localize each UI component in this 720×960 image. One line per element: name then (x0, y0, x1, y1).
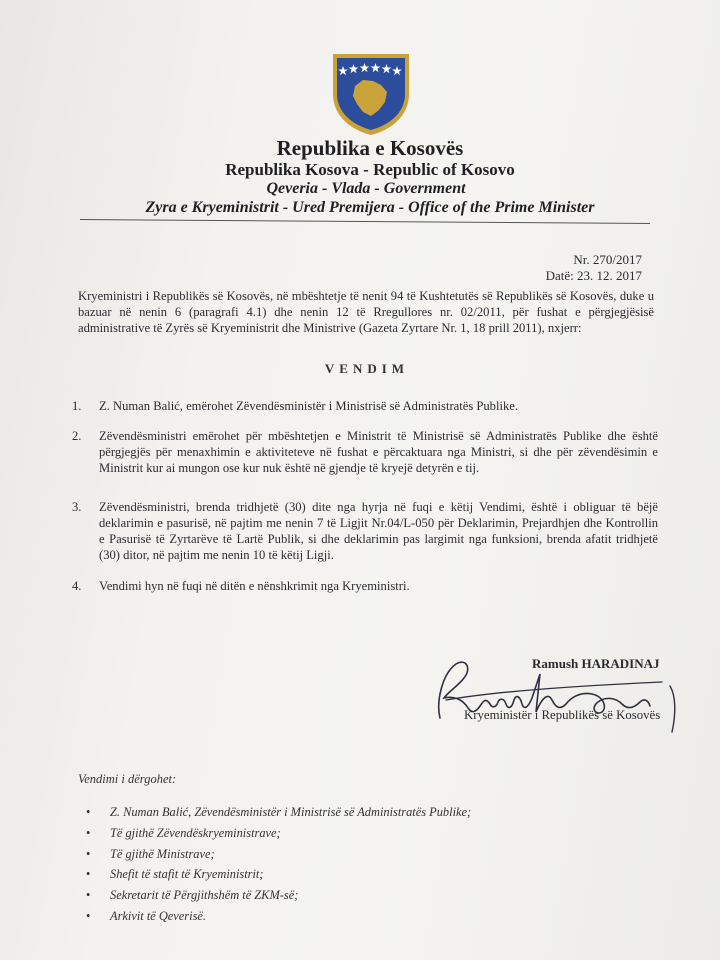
distribution-title: Vendimi i dërgohet: (78, 772, 177, 786)
decision-item (72, 428, 658, 476)
item-text: Z. Numan Balić, emërohet Zëvendësministër i Ministrisë së Administratës Publike. (99, 399, 519, 413)
header-divider (80, 219, 650, 224)
decision-item (72, 578, 658, 594)
list-item: • Z. Numan Balić, Zëvendësministër i Ministrisë së Administratës Publike; (86, 805, 471, 826)
header-country-multilingual: Republika Kosova - Republic of Kosovo (225, 160, 515, 179)
item-text: Zëvendësministri, brenda tridhjetë (30) dite nga hyrja në fuqi e këtij Vendimi, është i obliguar të bëjë deklarimin e pasurisë, në pajtim me nenin 7 të Ligjit Nr.04/L-050 për Deklarimin, Prejardhjen dhe Kontrollin e Pasurisë të Zyrtarëve të Lartë Publik, si dhe deklarimin pas largimit nga funksioni, brenda afatit tridhjetë (30) ditor, në pajtim me nenin 10 të këtij Ligji. (99, 500, 658, 562)
list-item: • Arkivit të Qeverisë. (86, 909, 471, 930)
kosovo-coat-of-arms-icon (329, 50, 413, 136)
signatory-name: Ramush HARADINAJ (532, 656, 660, 671)
document-number: Nr. 270/2017 (573, 252, 642, 267)
item-number: 2. (72, 429, 82, 443)
document-date: Datë: 23. 12. 2017 (545, 268, 642, 283)
distribution-list (86, 805, 471, 930)
item-text: Zëvendësministri emërohet për mbështetjen e Ministrit të Ministrisë së Administratës Publike dhe është përgjegjës për menaxhimin e aktiviteteve në fushat e përcaktuara nga Ministri, si dhe për zëvendësimin e Ministrit kur ai mungon ose kur nuk është në gjendje të kryejë detyrën e tij. (99, 429, 658, 475)
item-number: 1. (72, 399, 82, 413)
item-number: 3. (72, 500, 82, 514)
header-government: Qeveria - Vlada - Government (266, 180, 466, 197)
list-item: • Të gjithë Zëvendëskryeministrave; (86, 826, 471, 847)
item-number: 4. (72, 579, 82, 593)
decision-title: VENDIM (324, 361, 410, 376)
signatory-title: Kryeministër i Republikës së Kosovës (464, 708, 661, 722)
item-text: Vendimi hyn në fuqi në ditën e nënshkrimit nga Kryeministri. (99, 579, 410, 593)
decision-item (72, 398, 658, 414)
header-country-albanian: Republika e Kosovës (276, 136, 464, 160)
intro-paragraph: Kryeministri i Republikës së Kosovës, në mbështetje të nenit 94 të Kushtetutës së Republikës së Kosovës, duke u bazuar në nenin 6 (paragrafi 4.1) dhe nenin 12 të Rregullores nr. 02/2011, për fushat e përgjegjësisë administrative të Zyrës së Kryeministrit dhe Ministrive (Gazeta Zyrtare Nr. 1, 18 prill 2011), nxjerr: (78, 289, 654, 335)
decision-item (72, 499, 658, 563)
header-office: Zyra e Kryeministrit - Ured Premijera - Office of the Prime Minister (145, 199, 595, 216)
list-item: • Shefit të stafit të Kryeministrit; (86, 867, 471, 888)
list-item: • Të gjithë Ministrave; (86, 847, 471, 868)
list-item: • Sekretarit të Përgjithshëm të ZKM-së; (86, 888, 471, 909)
